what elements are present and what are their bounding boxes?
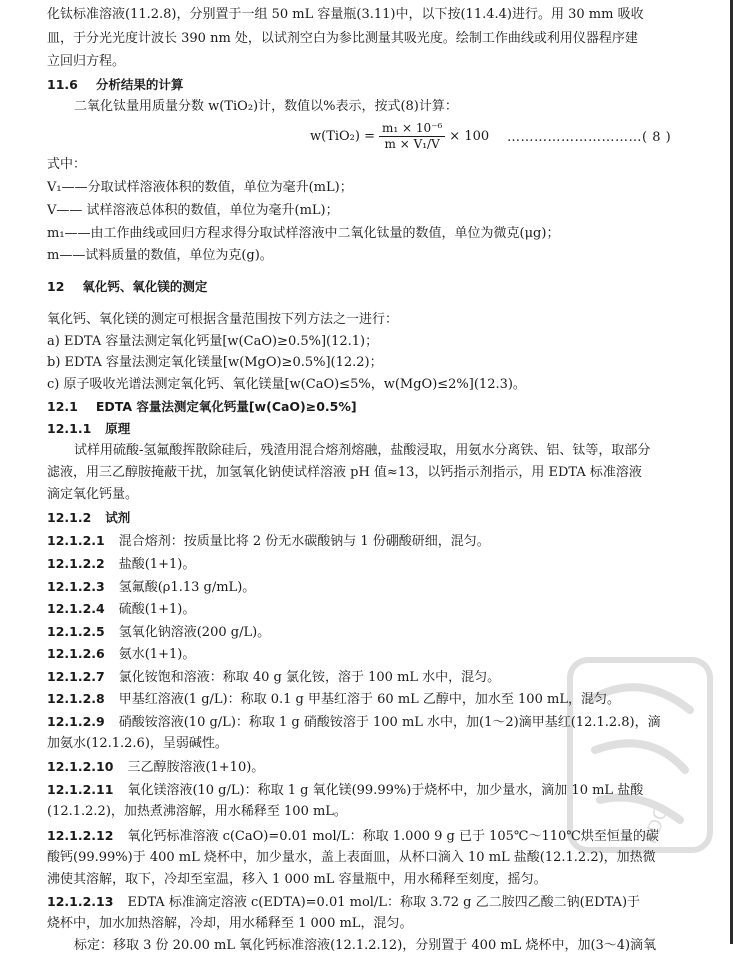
line-text: 酸钙(99.99%)于 400 mL 烧杯中，加少量水，盖上表面皿，从杯口滴入 10 mL 盐酸(12.1.2.2)，加热微 <box>47 850 656 865</box>
clause-number: 12.1.2.9 <box>47 714 105 729</box>
clause-number: 12.1.2.13 <box>47 894 114 909</box>
line-text: 滴定氧化钙量。 <box>47 487 139 502</box>
formula-rhs: × 100 <box>449 128 490 144</box>
line-text: 甲基红溶液(1 g/L)：称取 0.1 g 甲基红溶于 60 mL 乙醇中，加水至 100 mL，混匀。 <box>118 692 620 707</box>
line-text: 原理 <box>105 421 131 436</box>
clause-number: 12.1 <box>47 399 78 414</box>
line-text: V₁——分取试样溶液体积的数值，单位为毫升(mL)； <box>47 180 353 195</box>
text-line-1 <box>47 6 710 24</box>
text-line-6 <box>47 156 710 174</box>
clause-number: 12.1.2.3 <box>47 579 105 594</box>
line-text: EDTA 标准滴定溶液 c(EDTA)=0.01 mol/L：称取 3.72 g 乙二胺四乙酸二钠(EDTA)于 <box>127 895 641 910</box>
text-line-12 <box>47 311 710 329</box>
text-line-15 <box>47 376 710 394</box>
section-heading-4 <box>47 76 710 95</box>
text-line-10 <box>47 247 710 265</box>
line-text: 盐酸(1+1)。 <box>118 557 196 572</box>
line-text: 硝酸铵溶液(10 g/L)：称取 1 g 硝酸铵溶于 100 mL 水中，加(1～2)滴甲基红(12.1.2.8)，滴 <box>118 715 661 730</box>
text-line-18 <box>74 442 710 460</box>
line-text: 烧杯中，加水加热溶解，冷却，用水稀释至 1 000 mL，混匀。 <box>47 916 413 931</box>
clause-number: 12.1.2.2 <box>47 556 105 571</box>
line-text: a) EDTA 容量法测定氧化钙量[w(CaO)≥0.5%](12.1)； <box>47 334 379 349</box>
line-text: 氧化镁溶液(10 g/L)：称取 1 g 氧化镁(99.99%)于烧杯中，加少量水，滴加 10 mL 盐酸 <box>127 783 644 798</box>
section-heading-21 <box>47 509 710 528</box>
text-line-14 <box>47 354 710 372</box>
clause-number: 11.6 <box>47 77 78 92</box>
text-line-25 <box>47 600 710 619</box>
text-line-3 <box>47 53 710 71</box>
formula-denominator: m × V₁/V <box>384 137 440 151</box>
clause-number: 12.1.2.7 <box>47 669 105 684</box>
text-line-37 <box>47 871 710 889</box>
line-text: 加氨水(12.1.2.6)，呈弱碱性。 <box>47 736 228 751</box>
library-watermark-seal <box>560 640 720 860</box>
line-text: 硫酸(1+1)。 <box>118 602 196 617</box>
clause-number: 12.1.2.6 <box>47 646 105 661</box>
clause-number: 12.1.2 <box>47 510 92 525</box>
section-heading-17 <box>47 420 710 439</box>
text-line-7 <box>47 179 710 197</box>
text-line-2 <box>47 30 710 48</box>
section-heading-11 <box>47 278 710 297</box>
line-text: 氧化钙、氧化镁的测定可根据含量范围按下列方法之一进行： <box>47 312 399 327</box>
formula-numerator: m₁ × 10⁻⁶ <box>379 121 445 137</box>
line-text: 氨水(1+1)。 <box>118 647 196 662</box>
clause-number: 12.1.2.12 <box>47 828 114 843</box>
text-line-8 <box>47 202 710 220</box>
line-text: 混合熔剂：按质量比将 2 份无水碳酸钠与 1 份硼酸研细，混匀。 <box>118 534 490 549</box>
line-text: (12.1.2.2)，加热煮沸溶解，用水稀释至 100 mL。 <box>47 804 347 819</box>
line-text: V—— 试样溶液总体积的数值，单位为毫升(mL)； <box>47 203 339 218</box>
line-text: 三乙醇胺溶液(1+10)。 <box>127 760 265 775</box>
text-line-24 <box>47 578 710 597</box>
line-text: 滤液，用三乙醇胺掩蔽干扰，加氢氧化钠使试样溶液 pH 值≈13，以钙指示剂指示，用 EDTA 标准溶液 <box>47 465 642 480</box>
line-text: 标定：移取 3 份 20.00 mL 氧化钙标准溶液(12.1.2.12)，分别置于 400 mL 烧杯中，加(3～4)滴氧 <box>74 938 657 953</box>
line-text: 试样用硫酸-氢氟酸挥散除硅后，残渣用混合熔剂熔融，盐酸浸取，用氨水分离铁、铝、钛等，取部分 <box>74 443 651 458</box>
line-text: 二氧化钛量用质量分数 w(TiO₂)计，数值以%表示，按式(8)计算： <box>74 99 458 114</box>
clause-number: 12.1.2.1 <box>47 533 105 548</box>
clause-number: 12 <box>47 279 65 294</box>
formula-fraction <box>379 121 445 152</box>
text-line-40 <box>74 937 710 955</box>
line-text: 氢氟酸(ρ1.13 g/mL)。 <box>118 580 256 595</box>
line-text: 式中： <box>47 157 87 172</box>
line-text: m——试料质量的数值，单位为克(g)。 <box>47 248 273 263</box>
clause-number: 12.1.2.11 <box>47 782 114 797</box>
line-text: 化钛标准溶液(11.2.8)，分别置于一组 50 mL 容量瓶(3.11)中，以下按(11.4.4)进行。用 30 mm 吸收 <box>47 7 644 22</box>
equation-number: …………………………( 8 ) <box>507 130 672 145</box>
line-text: m₁——由工作曲线或回归方程求得分取试样溶液中二氧化钛量的数值，单位为微克(μg)； <box>47 226 560 241</box>
text-line-9 <box>47 225 710 243</box>
watermark-text: PDG <box>639 803 673 847</box>
clause-number: 12.1.2.5 <box>47 624 105 639</box>
line-text: 氧化钙标准溶液 c(CaO)=0.01 mol/L：称取 1.000 9 g 已于 105℃～110℃烘至恒量的碳 <box>127 829 659 844</box>
text-line-39 <box>47 915 710 933</box>
line-text: 试剂 <box>105 510 131 525</box>
text-line-23 <box>47 555 710 574</box>
formula-lhs: w(TiO₂) = <box>310 128 375 144</box>
text-line-22 <box>47 532 710 551</box>
line-text: EDTA 容量法测定氧化钙量[w(CaO)≥0.5%] <box>95 399 357 414</box>
text-line-38 <box>47 893 710 912</box>
line-text: 氯化铵饱和溶液：称取 40 g 氯化铵，溶于 100 mL 水中，混匀。 <box>118 670 501 685</box>
line-text: 氢氧化钠溶液(200 g/L)。 <box>118 625 271 640</box>
line-text: 氧化钙、氧化镁的测定 <box>82 279 208 294</box>
line-text: 皿，于分光光度计波长 390 nm 处，以试剂空白为参比测量其吸光度。绘制工作曲线或利用仪器程序建 <box>47 31 638 46</box>
text-line-5 <box>74 98 710 116</box>
text-line-20 <box>47 486 710 504</box>
formula-8 <box>310 121 489 152</box>
line-text: 立回归方程。 <box>47 54 126 69</box>
clause-number: 12.1.1 <box>47 421 92 436</box>
line-text: b) EDTA 容量法测定氧化镁量[w(MgO)≥0.5%](12.2)； <box>47 355 383 370</box>
line-text: 分析结果的计算 <box>95 77 184 92</box>
text-line-19 <box>47 464 710 482</box>
text-line-13 <box>47 333 710 351</box>
line-text: c) 原子吸收光谱法测定氧化钙、氧化镁量[w(CaO)≤5%，w(MgO)≤2%](12.3)。 <box>47 377 526 392</box>
line-text: 沸使其溶解，取下，冷却至室温，移入 1 000 mL 容量瓶中，用水稀释至刻度，摇匀。 <box>47 872 547 887</box>
clause-number: 12.1.2.8 <box>47 691 105 706</box>
section-heading-16 <box>47 398 710 417</box>
clause-number: 12.1.2.4 <box>47 601 105 616</box>
clause-number: 12.1.2.10 <box>47 759 114 774</box>
